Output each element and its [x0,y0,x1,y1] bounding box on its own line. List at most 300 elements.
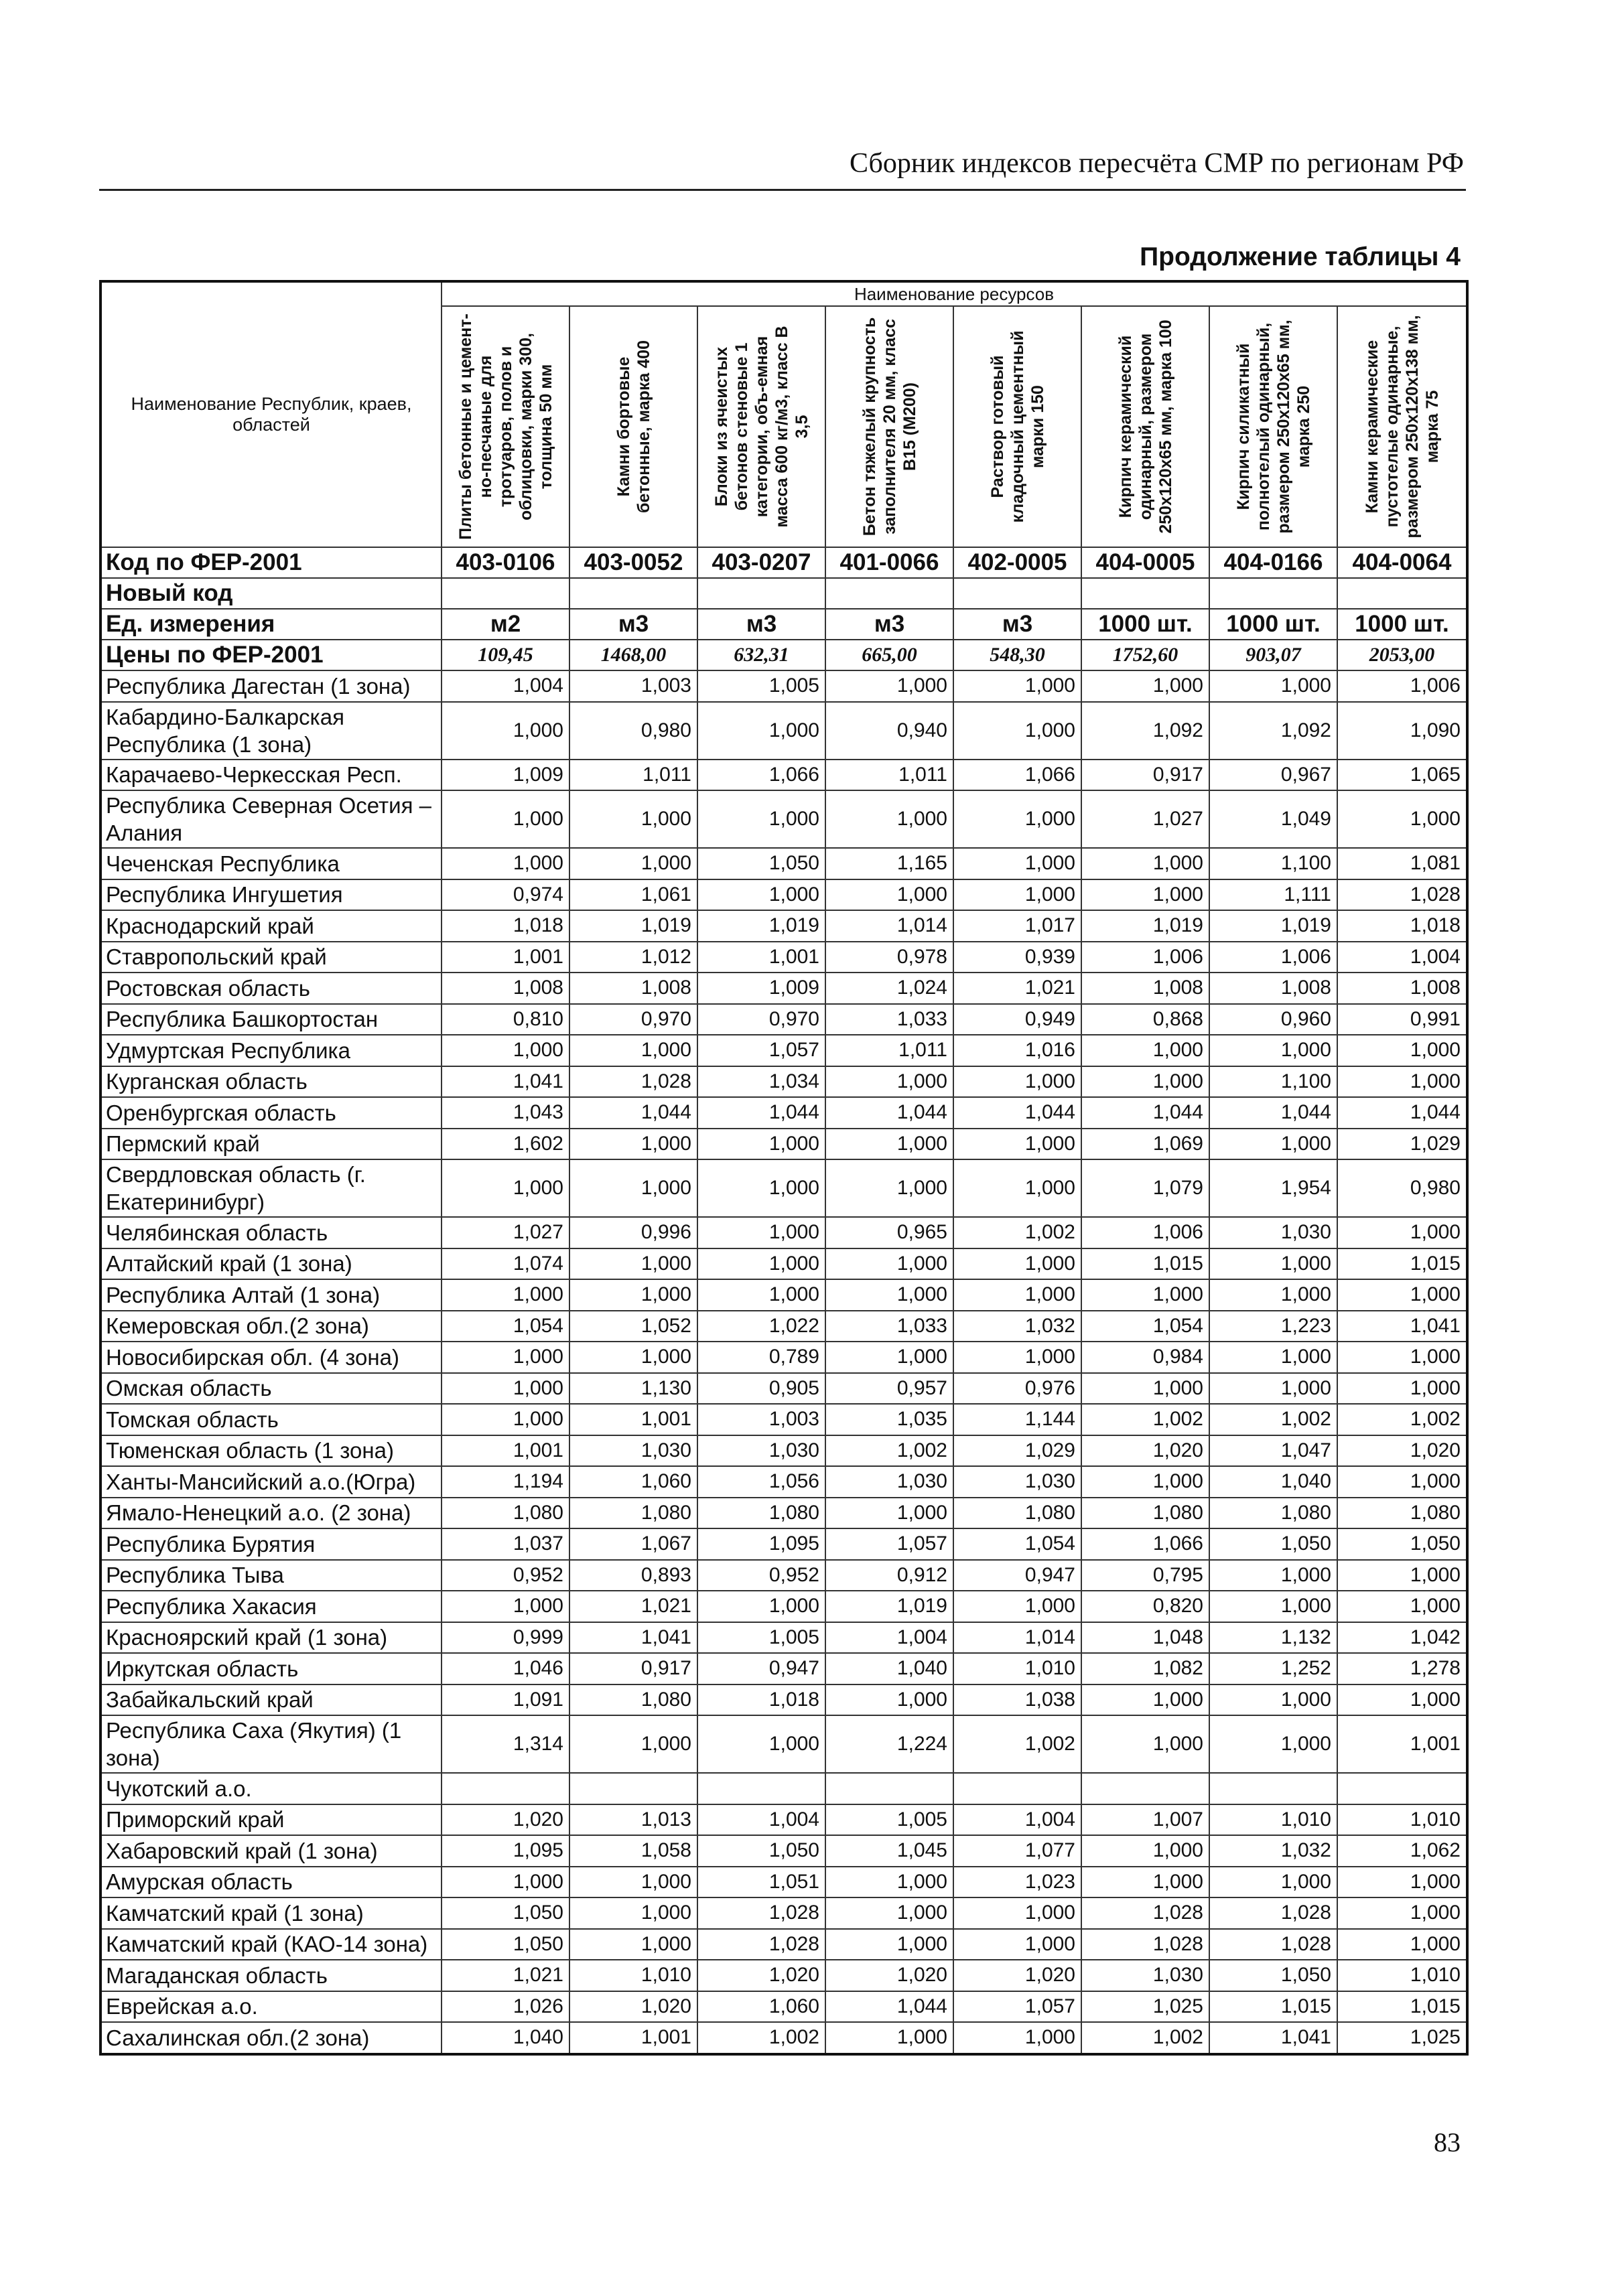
index-value: 1,003 [569,670,697,702]
index-value: 1,040 [1209,1466,1337,1498]
region-name: Кемеровская обл.(2 зона) [100,1311,442,1342]
index-value: 1,003 [697,1404,825,1435]
table-row [100,1715,1467,1773]
index-value: 1,018 [1337,910,1467,942]
index-value: 0,952 [697,1560,825,1591]
region-name: Чеченская Республика [100,848,442,879]
index-value: 1,000 [442,1404,569,1435]
resource-name: Камни бортовые бетонные, марка 400 [614,340,653,513]
index-value: 1,000 [1337,1066,1467,1098]
table-row [100,1311,1467,1342]
index-value: 1,000 [1337,1867,1467,1898]
index-value: 1,092 [1209,702,1337,760]
price-cell: 1468,00 [569,640,697,670]
index-value: 1,032 [1209,1835,1337,1867]
index-value: 1,000 [953,1248,1081,1280]
index-value: 1,224 [825,1715,953,1773]
index-value: 1,005 [697,1622,825,1654]
index-value: 1,010 [1209,1804,1337,1836]
index-value: 1,000 [1081,670,1209,702]
index-value: 1,025 [1337,2022,1467,2054]
index-value: 1,000 [1209,1684,1337,1716]
index-value: 1,026 [442,1991,569,2023]
index-value: 1,058 [569,1835,697,1867]
index-value: 1,000 [1081,879,1209,911]
index-value: 1,050 [697,1835,825,1867]
index-value: 0,965 [825,1217,953,1248]
index-value: 1,027 [442,1217,569,1248]
table-row [100,1991,1467,2023]
index-value: 0,991 [1337,1004,1467,1035]
index-value: 1,050 [442,1929,569,1960]
index-value: 0,980 [1337,1159,1467,1217]
index-value: 1,016 [953,1035,1081,1066]
region-name: Курганская область [100,1066,442,1098]
index-value: 1,054 [442,1311,569,1342]
index-value: 1,111 [1209,879,1337,911]
index-value: 1,000 [697,1248,825,1280]
resource-column-header [442,306,569,547]
index-value: 1,000 [1209,670,1337,702]
resource-code: 403-0052 [569,547,697,578]
resource-column-header [569,306,697,547]
index-value: 0,970 [569,1004,697,1035]
region-name: Приморский край [100,1804,442,1836]
resource-code: 402-0005 [953,547,1081,578]
index-value [697,1773,825,1804]
index-value: 1,000 [1209,1715,1337,1773]
index-value: 0,978 [825,942,953,973]
index-value: 1,194 [442,1466,569,1498]
index-value: 1,000 [569,1129,697,1160]
unit-cell: м2 [442,609,569,640]
region-name: Магаданская область [100,1960,442,1991]
new-code-row [100,578,1467,609]
index-value: 1,000 [953,702,1081,760]
table-row [100,1066,1467,1098]
region-name: Томская область [100,1404,442,1435]
table-row [100,1004,1467,1035]
new-code-cell [569,578,697,609]
index-value: 1,002 [825,1435,953,1467]
index-value: 1,002 [953,1217,1081,1248]
index-value: 1,050 [1209,1960,1337,1991]
index-value: 0,939 [953,942,1081,973]
price-cell: 2053,00 [1337,640,1467,670]
index-value: 1,028 [1209,1897,1337,1929]
index-value: 1,021 [569,1591,697,1622]
table-row [100,973,1467,1004]
index-value: 1,042 [1337,1622,1467,1654]
index-value: 1,080 [442,1498,569,1529]
unit-label: Ед. измерения [100,609,442,640]
index-value: 1,004 [442,670,569,702]
index-value: 1,000 [697,879,825,911]
index-value: 0,912 [825,1560,953,1591]
index-value: 1,020 [1081,1435,1209,1467]
index-value: 0,999 [442,1622,569,1654]
index-value: 1,000 [569,1867,697,1898]
index-value: 1,000 [1081,848,1209,879]
region-name: Красноярский край (1 зона) [100,1622,442,1654]
index-value: 1,044 [1081,1097,1209,1129]
index-value: 1,030 [1081,1960,1209,1991]
index-value: 1,000 [442,1035,569,1066]
index-value: 1,000 [1337,1684,1467,1716]
index-value: 1,019 [1081,910,1209,942]
index-value: 1,091 [442,1684,569,1716]
region-name: Пермский край [100,1129,442,1160]
index-value: 1,067 [569,1528,697,1560]
index-value: 1,000 [1337,1560,1467,1591]
index-value: 1,046 [442,1653,569,1684]
index-value: 1,002 [1209,1404,1337,1435]
index-value: 1,040 [442,2022,569,2054]
index-value: 1,000 [825,1498,953,1529]
index-value: 1,000 [1209,1373,1337,1405]
index-value: 1,040 [825,1653,953,1684]
region-name: Республика Ингушетия [100,879,442,911]
resource-code: 403-0106 [442,547,569,578]
index-value: 1,000 [569,848,697,879]
table-row [100,1129,1467,1160]
index-value: 0,967 [1209,760,1337,791]
unit-cell: 1000 шт. [1081,609,1209,640]
region-name: Еврейская а.о. [100,1991,442,2023]
index-value: 0,917 [569,1653,697,1684]
new-code-cell [697,578,825,609]
document-header-title: Сборник индексов пересчёта СМР по регионам РФ [850,148,1464,179]
index-value: 1,132 [1209,1622,1337,1654]
index-value: 1,000 [825,1684,953,1716]
index-value: 1,020 [953,1960,1081,1991]
index-value: 1,001 [569,2022,697,2054]
index-value: 1,000 [953,1342,1081,1373]
index-value: 0,893 [569,1560,697,1591]
index-value: 1,010 [1337,1960,1467,1991]
resource-column-header [1209,306,1337,547]
index-value: 1,011 [825,760,953,791]
table-row [100,879,1467,911]
index-value: 0,917 [1081,760,1209,791]
table-row [100,1835,1467,1867]
region-name: Камчатский край (КАО-14 зона) [100,1929,442,1960]
table-row [100,790,1467,848]
index-value: 1,000 [825,1279,953,1311]
index-value: 1,095 [442,1835,569,1867]
table-row [100,1528,1467,1560]
index-value: 1,000 [442,702,569,760]
table-row [100,1373,1467,1405]
index-value: 0,940 [825,702,953,760]
index-value: 1,066 [953,760,1081,791]
index-value: 1,049 [1209,790,1337,848]
index-value: 1,000 [825,790,953,848]
index-value: 1,012 [569,942,697,973]
index-value: 1,000 [1337,1591,1467,1622]
index-value: 0,789 [697,1342,825,1373]
index-value: 1,032 [953,1311,1081,1342]
index-value: 1,030 [1209,1217,1337,1248]
index-value: 1,000 [1337,1342,1467,1373]
index-value: 1,044 [1337,1097,1467,1129]
index-value [953,1773,1081,1804]
index-value: 1,000 [953,1279,1081,1311]
region-name: Новосибирская обл. (4 зона) [100,1342,442,1373]
index-value: 1,009 [442,760,569,791]
index-value: 1,062 [1337,1835,1467,1867]
price-cell: 632,31 [697,640,825,670]
resource-column-header [1081,306,1209,547]
region-name: Республика Алтай (1 зона) [100,1279,442,1311]
index-value: 1,000 [953,2022,1081,2054]
index-value: 1,000 [1209,1560,1337,1591]
index-value: 1,035 [825,1404,953,1435]
index-value: 1,020 [697,1960,825,1991]
index-value: 1,000 [1337,1035,1467,1066]
resource-name: Кирпич силикатный полнотелый одинарный, размером 250х120х65 мм, марка 250 [1233,319,1313,534]
index-value: 1,044 [569,1097,697,1129]
index-value: 1,019 [1209,910,1337,942]
unit-cell: м3 [697,609,825,640]
index-value: 1,000 [825,1066,953,1098]
index-value: 0,820 [1081,1591,1209,1622]
index-value: 1,069 [1081,1129,1209,1160]
region-name: Ростовская область [100,973,442,1004]
index-value: 1,000 [1209,1867,1337,1898]
index-value: 1,008 [1081,973,1209,1004]
index-value: 1,001 [697,942,825,973]
index-value: 1,004 [1337,942,1467,973]
index-value: 1,018 [442,910,569,942]
index-value: 1,044 [825,1097,953,1129]
region-name: Кабардино-Балкарская Республика (1 зона) [100,702,442,760]
header-divider [99,189,1466,191]
region-name: Камчатский край (1 зона) [100,1897,442,1929]
index-value: 1,037 [442,1528,569,1560]
index-value: 1,010 [953,1653,1081,1684]
index-value: 1,000 [442,1279,569,1311]
index-value: 1,079 [1081,1159,1209,1217]
index-value: 1,057 [825,1528,953,1560]
table-row [100,1435,1467,1467]
table-row [100,1466,1467,1498]
region-name: Карачаево-Черкесская Респ. [100,760,442,791]
index-value: 1,021 [953,973,1081,1004]
index-value: 1,000 [697,1129,825,1160]
index-value: 1,000 [825,2022,953,2054]
index-value: 1,000 [569,1159,697,1217]
price-row [100,640,1467,670]
table-row [100,1960,1467,1991]
resource-column-header [825,306,953,547]
index-value: 1,029 [1337,1129,1467,1160]
index-value: 1,090 [1337,702,1467,760]
index-value: 1,000 [697,1159,825,1217]
index-value: 1,002 [1081,2022,1209,2054]
index-value: 1,077 [953,1835,1081,1867]
index-value: 0,905 [697,1373,825,1405]
index-value: 0,810 [442,1004,569,1035]
index-value: 1,000 [697,790,825,848]
index-value: 1,954 [1209,1159,1337,1217]
table-row [100,670,1467,702]
code-label: Код по ФЕР-2001 [100,547,442,578]
index-value: 1,001 [442,1435,569,1467]
index-value [442,1773,569,1804]
index-value: 1,014 [825,910,953,942]
price-cell: 109,45 [442,640,569,670]
index-value: 1,080 [697,1498,825,1529]
index-value: 1,000 [442,848,569,879]
index-value: 1,020 [1337,1435,1467,1467]
index-value: 1,000 [569,1342,697,1373]
index-value: 1,000 [953,1897,1081,1929]
region-name: Чукотский а.о. [100,1773,442,1804]
index-value: 1,006 [1081,1217,1209,1248]
region-name: Ставропольский край [100,942,442,973]
page-number: 83 [1434,2127,1461,2157]
index-value: 1,020 [569,1991,697,2023]
index-value: 1,081 [1337,848,1467,879]
index-value: 1,144 [953,1404,1081,1435]
index-value: 0,947 [697,1653,825,1684]
index-value: 1,057 [697,1035,825,1066]
index-value: 1,000 [825,1129,953,1160]
index-value: 1,044 [825,1991,953,2023]
index-value: 1,004 [697,1804,825,1836]
index-value: 1,000 [953,1159,1081,1217]
index-value: 1,005 [697,670,825,702]
resource-column-header [953,306,1081,547]
index-value: 1,015 [1337,1991,1467,2023]
index-value: 1,000 [953,1929,1081,1960]
index-value: 1,000 [1081,1373,1209,1405]
price-cell: 665,00 [825,640,953,670]
index-value: 1,165 [825,848,953,879]
index-value: 1,000 [1337,1466,1467,1498]
index-value: 1,028 [1337,879,1467,911]
index-value: 1,015 [1337,1248,1467,1280]
index-value: 1,000 [569,790,697,848]
index-value [569,1773,697,1804]
index-value: 0,952 [442,1560,569,1591]
index-value: 0,974 [442,879,569,911]
index-value: 1,000 [442,1867,569,1898]
price-cell: 1752,60 [1081,640,1209,670]
index-value: 1,000 [1081,1715,1209,1773]
index-value: 1,000 [442,790,569,848]
index-value: 1,030 [825,1466,953,1498]
table-row [100,702,1467,760]
index-value: 1,028 [697,1929,825,1960]
index-value: 1,000 [442,1591,569,1622]
index-value: 1,041 [1209,2022,1337,2054]
index-value: 1,000 [569,1929,697,1960]
index-value: 1,008 [442,973,569,1004]
price-cell: 548,30 [953,640,1081,670]
index-value: 1,050 [442,1897,569,1929]
index-value: 1,008 [1337,973,1467,1004]
index-value: 1,000 [1209,1342,1337,1373]
new-code-cell [1209,578,1337,609]
index-value: 1,019 [569,910,697,942]
resource-column-header [697,306,825,547]
resource-code: 401-0066 [825,547,953,578]
index-value: 0,947 [953,1560,1081,1591]
resource-name: Плиты бетонные и цемент-но-песчаные для тротуаров, полов и облицовки, марки 300, толщина 50 мм [456,313,555,540]
index-value: 1,000 [953,848,1081,879]
index-value: 1,050 [1209,1528,1337,1560]
index-value: 1,022 [697,1311,825,1342]
price-cell: 903,07 [1209,640,1337,670]
index-value: 1,314 [442,1715,569,1773]
index-value: 1,082 [1081,1653,1209,1684]
resource-code: 404-0005 [1081,547,1209,578]
index-value: 1,000 [1337,790,1467,848]
index-value: 1,000 [697,1279,825,1311]
resource-name: Кирпич керамический одинарный, размером 250х120х65 мм, марка 100 [1116,319,1175,534]
new-code-cell [825,578,953,609]
index-value: 1,011 [825,1035,953,1066]
coefficients-table [99,280,1469,2056]
index-value: 1,001 [1337,1715,1467,1773]
table-row [100,1929,1467,1960]
index-value: 1,019 [825,1591,953,1622]
index-value: 1,000 [1081,1466,1209,1498]
index-value: 1,004 [953,1804,1081,1836]
resource-name: Камни керамические пустотелые одинарные, размером 250х120х138 мм, марка 75 [1362,315,1442,539]
index-value [1081,1773,1209,1804]
region-name: Иркутская область [100,1653,442,1684]
index-value: 1,015 [1209,1991,1337,2023]
table-row [100,1248,1467,1280]
index-value: 1,019 [697,910,825,942]
resources-group-header: Наименование ресурсов [442,281,1467,306]
region-name: Республика Тыва [100,1560,442,1591]
table-row [100,1653,1467,1684]
index-value: 1,000 [569,1715,697,1773]
index-value: 1,000 [697,1217,825,1248]
index-value: 1,095 [697,1528,825,1560]
index-value [825,1773,953,1804]
index-value: 1,038 [953,1684,1081,1716]
index-value: 1,000 [953,1129,1081,1160]
index-value: 1,010 [569,1960,697,1991]
index-value: 1,000 [1337,1897,1467,1929]
index-value: 0,970 [697,1004,825,1035]
table-row [100,1591,1467,1622]
table-row [100,760,1467,791]
index-value: 1,029 [953,1435,1081,1467]
index-value: 1,000 [825,879,953,911]
index-value: 1,015 [1081,1248,1209,1280]
index-value: 1,000 [569,1897,697,1929]
index-value: 1,008 [1209,973,1337,1004]
index-value: 0,976 [953,1373,1081,1405]
table-row [100,1897,1467,1929]
index-value: 1,080 [569,1498,697,1529]
table-row [100,1684,1467,1716]
index-value: 1,092 [1081,702,1209,760]
index-value: 1,054 [1081,1311,1209,1342]
index-value: 1,066 [697,760,825,791]
index-value: 1,008 [569,973,697,1004]
index-value: 1,020 [442,1804,569,1836]
new-code-cell [442,578,569,609]
index-value: 1,002 [697,2022,825,2054]
index-value: 1,000 [825,1159,953,1217]
